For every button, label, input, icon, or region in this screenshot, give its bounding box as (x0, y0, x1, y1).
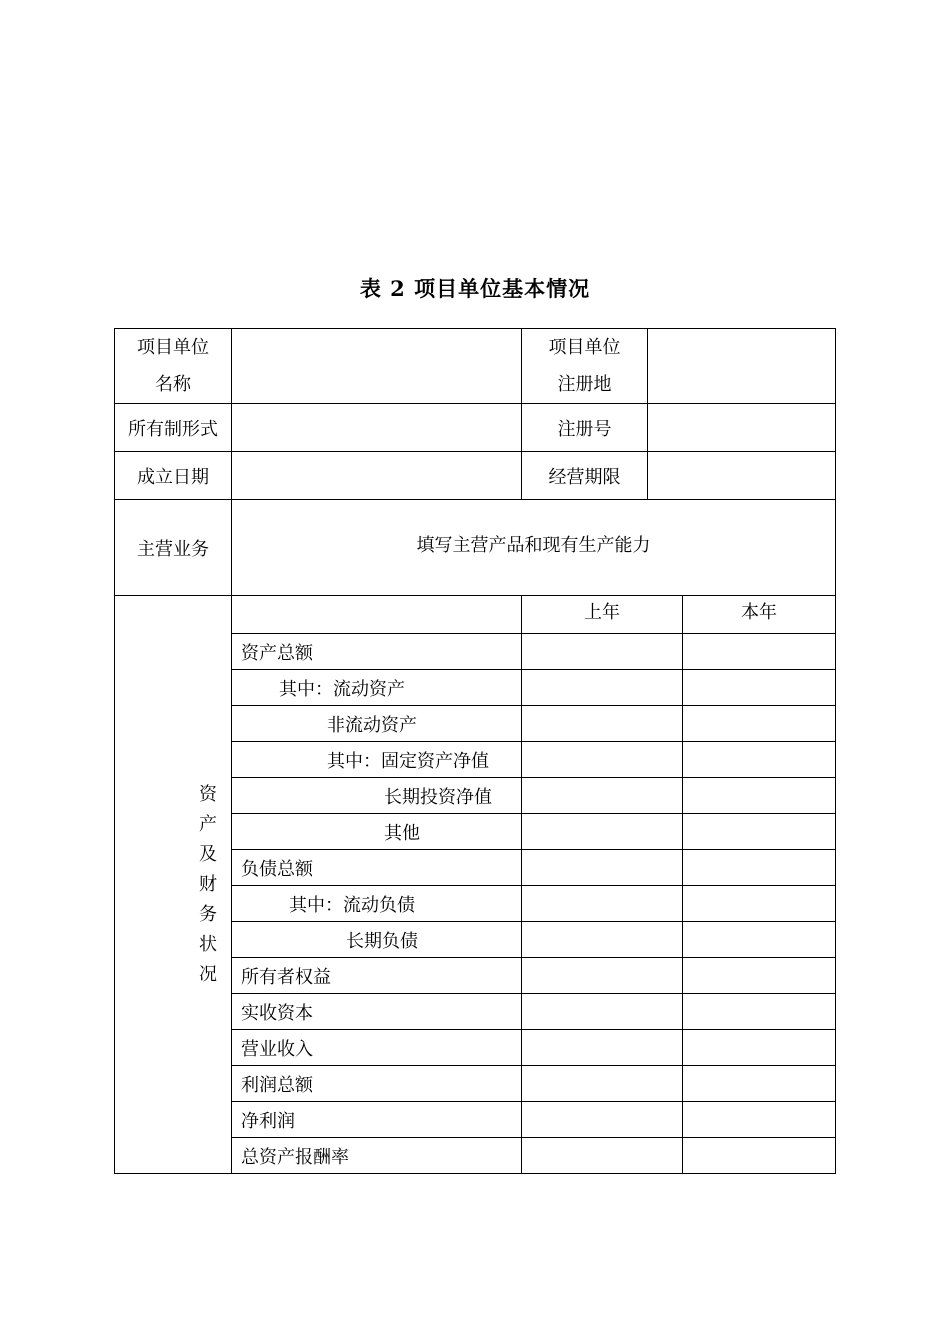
this-year-value[interactable] (683, 994, 836, 1030)
finance-row-label: 净利润 (232, 1102, 522, 1138)
this-year-value[interactable] (683, 814, 836, 850)
ownership-value[interactable] (232, 404, 522, 452)
finance-row-label: 其中：固定资产净值 (232, 742, 522, 778)
est-date-label: 成立日期 (115, 452, 232, 500)
business-value[interactable]: 填写主营产品和现有生产能力 (232, 500, 836, 596)
business-label: 主营业务 (115, 500, 232, 596)
term-value[interactable] (648, 452, 836, 500)
finance-row-label: 非流动资产 (232, 706, 522, 742)
last-year-value[interactable] (522, 670, 683, 706)
last-year-value[interactable] (522, 742, 683, 778)
this-year-value[interactable] (683, 706, 836, 742)
last-year-value[interactable] (522, 958, 683, 994)
unit-name-value[interactable] (232, 329, 522, 404)
reg-no-value[interactable] (648, 404, 836, 452)
reg-place-label (522, 329, 648, 404)
finance-row-label: 其中：流动资产 (232, 670, 522, 706)
est-date-value[interactable] (232, 452, 522, 500)
finance-row-label: 营业收入 (232, 1030, 522, 1066)
finance-row-label: 其他 (232, 814, 522, 850)
ownership-label: 所有制形式 (115, 404, 232, 452)
finance-row-label: 长期负债 (232, 922, 522, 958)
row-ownership (115, 404, 836, 452)
finance-row-label: 所有者权益 (232, 958, 522, 994)
this-year-value[interactable] (683, 886, 836, 922)
term-label: 经营期限 (522, 452, 648, 500)
this-year-value[interactable] (683, 634, 836, 670)
project-unit-table (114, 328, 836, 1174)
last-year-value[interactable] (522, 778, 683, 814)
this-year-value[interactable] (683, 1102, 836, 1138)
this-year-value[interactable] (683, 670, 836, 706)
finance-row-label: 实收资本 (232, 994, 522, 1030)
last-year-value[interactable] (522, 1102, 683, 1138)
last-year-value[interactable] (522, 706, 683, 742)
last-year-value[interactable] (522, 922, 683, 958)
this-year-value[interactable] (683, 922, 836, 958)
finance-row-label: 总资产报酬率 (232, 1138, 522, 1174)
finance-row-label: 资产总额 (232, 634, 522, 670)
finance-section-text: 资产及财务状况 (199, 783, 217, 985)
last-year-value[interactable] (522, 1030, 683, 1066)
last-year-value[interactable] (522, 886, 683, 922)
this-year-value[interactable] (683, 958, 836, 994)
row-unit-name (115, 329, 836, 404)
this-year-value[interactable] (683, 742, 836, 778)
finance-header-blank (232, 596, 522, 634)
col-last-year: 上年 (522, 596, 683, 634)
unit-name-label (115, 329, 232, 404)
finance-row-label: 利润总额 (232, 1066, 522, 1102)
last-year-value[interactable] (522, 814, 683, 850)
this-year-value[interactable] (683, 850, 836, 886)
last-year-value[interactable] (522, 1066, 683, 1102)
reg-place-label-line2: 注册地 (557, 374, 612, 395)
last-year-value[interactable] (522, 850, 683, 886)
col-this-year: 本年 (683, 596, 836, 634)
finance-row-label: 负债总额 (232, 850, 522, 886)
this-year-value[interactable] (683, 1138, 836, 1174)
last-year-value[interactable] (522, 994, 683, 1030)
this-year-value[interactable] (683, 778, 836, 814)
reg-no-label: 注册号 (522, 404, 648, 452)
reg-place-value[interactable] (648, 329, 836, 404)
last-year-value[interactable] (522, 1138, 683, 1174)
unit-name-label-line2: 名称 (155, 374, 191, 395)
last-year-value[interactable] (522, 634, 683, 670)
finance-header-row (115, 596, 836, 634)
unit-name-label-line1: 项目单位 (137, 337, 209, 358)
table-title: 表 2 项目单位基本情况 (359, 276, 591, 301)
this-year-value[interactable] (683, 1066, 836, 1102)
row-business (115, 500, 836, 596)
row-est-date (115, 452, 836, 500)
finance-row-label: 其中：流动负债 (232, 886, 522, 922)
this-year-value[interactable] (683, 1030, 836, 1066)
finance-section-label (115, 596, 232, 1174)
finance-row-label: 长期投资净值 (232, 778, 522, 814)
reg-place-label-line1: 项目单位 (548, 337, 621, 358)
